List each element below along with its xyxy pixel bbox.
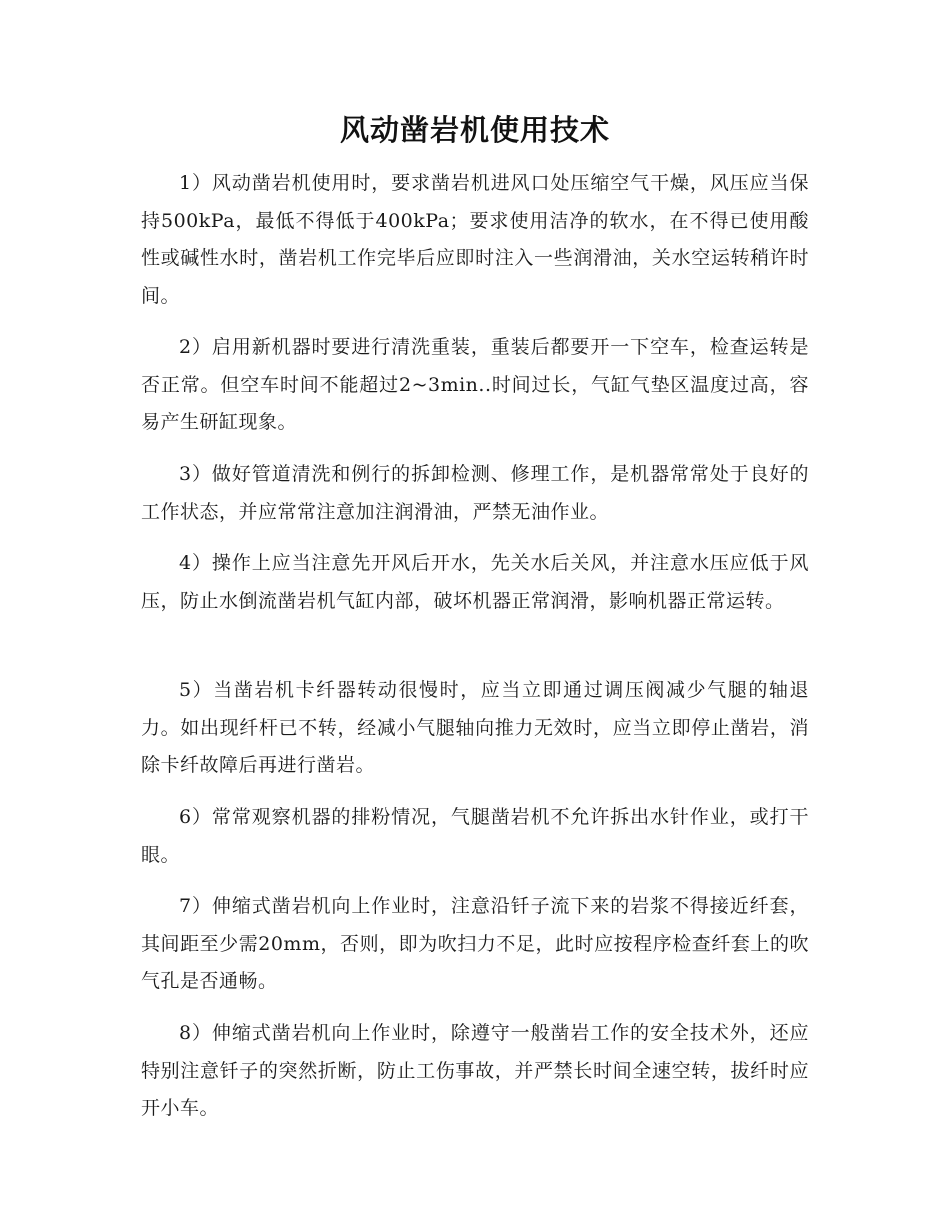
paragraph-4: 4）操作上应当注意先开风后开水，先关水后关风，并注意水压应低于风压，防止水倒流凿岩机气缸内部，破坏机器正常润滑，影响机器正常运转。 xyxy=(141,552,809,612)
paragraph-5: 5）当凿岩机卡纤器转动很慢时，应当立即通过调压阀减少气腿的轴退力。如出现纤杆已不转，经减小气腿轴向推力无效时，应当立即停止凿岩，消除卡纤故障后再进行凿岩。 xyxy=(141,679,809,776)
paragraph-2: 2）启用新机器时要进行清洗重装，重装后都要开一下空车，检查运转是否正常。但空车时间不能超过2~3min..时间过长，气缸气垫区温度过高，容易产生研缸现象。 xyxy=(141,336,809,433)
paragraph-3: 3）做好管道清洗和例行的拆卸检测、修理工作，是机器常常处于良好的工作状态，并应常常注意加注润滑油，严禁无油作业。 xyxy=(141,463,809,523)
paragraph-7: 7）伸缩式凿岩机向上作业时，注意沿钎子流下来的岩浆不得接近纤套，其间距至少需20mm，否则，即为吹扫力不足，此时应按程序检查纤套上的吹气孔是否通畅。 xyxy=(141,895,809,992)
document-title: 风动凿岩机使用技术 xyxy=(339,113,610,147)
paragraph-8: 8）伸缩式凿岩机向上作业时，除遵守一般凿岩工作的安全技术外，还应特别注意钎子的突然折断，防止工伤事故，并严禁长时间全速空转，拔纤时应开小车。 xyxy=(141,1022,809,1119)
paragraph-6: 6）常常观察机器的排粉情况，气腿凿岩机不允许拆出水针作业，或打干眼。 xyxy=(141,806,809,866)
paragraph-1: 1）风动凿岩机使用时，要求凿岩机进风口处压缩空气干燥，风压应当保持500kPa，最低不得低于400kPa；要求使用洁净的软水，在不得已使用酸性或碱性水时，凿岩机工作完毕后应即时注入一些润滑油，关水空运转稍许时间。 xyxy=(141,172,809,307)
